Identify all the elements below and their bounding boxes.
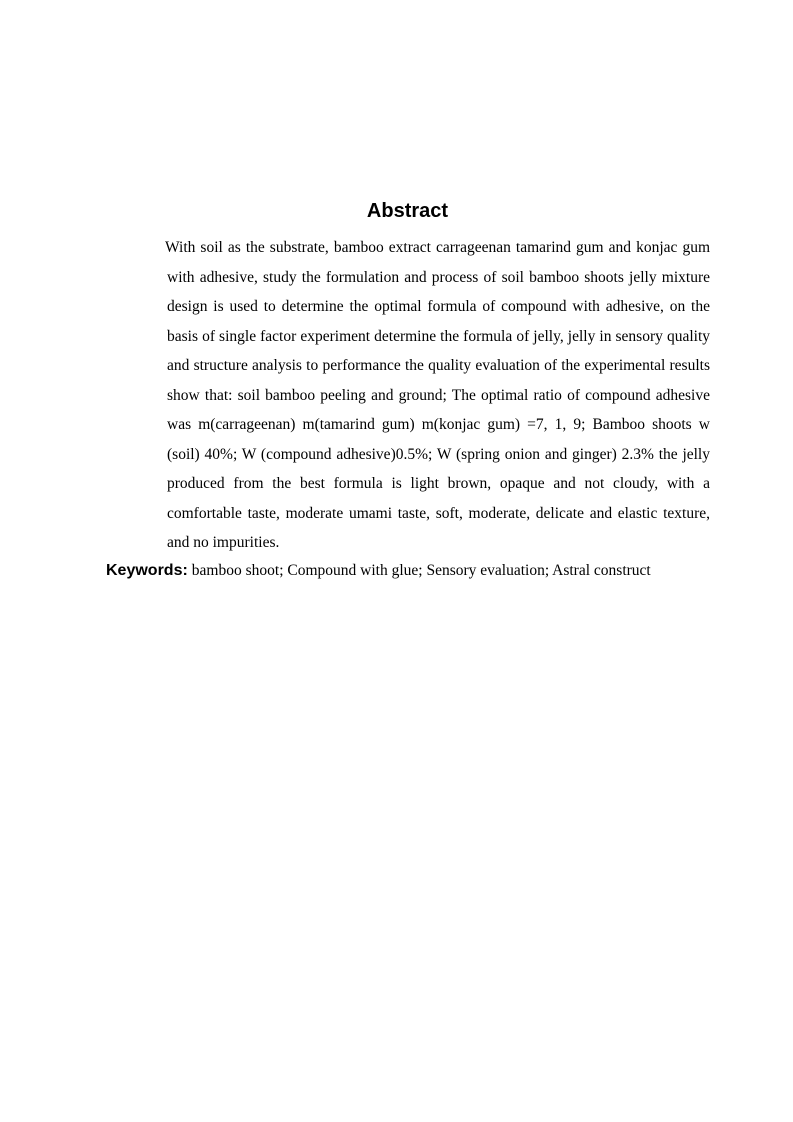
keywords-label: Keywords: bbox=[106, 562, 188, 579]
keywords-line bbox=[106, 558, 726, 584]
abstract-body: With soil as the substrate, bamboo extract carrageenan tamarind gum and konjac gum with adhesive, study the formulation and process of soil bamboo shoots jelly mixture design is used to determine the optimal formula of compound with adhesive, on the basis of single factor experiment determine the formula of jelly, jelly in sensory quality and structure analysis to performance the quality evaluation of the experimental results show that: soil bamboo peeling and ground; The optimal ratio of compound adhesive was m(carrageenan) m(tamarind gum) m(konjac gum) =7, 1, 9; Bamboo shoots w (soil) 40%; W (compound adhesive)0.5%; W (spring onion and ginger) 2.3% the jelly produced from the best formula is light brown, opaque and not cloudy, with a comfortable taste, moderate umami taste, soft, moderate, delicate and elastic texture, and no impurities. bbox=[165, 239, 710, 551]
keywords-text: bamboo shoot; Compound with glue; Sensory evaluation; Astral construct bbox=[191, 562, 651, 579]
abstract-title: Abstract bbox=[366, 200, 449, 222]
